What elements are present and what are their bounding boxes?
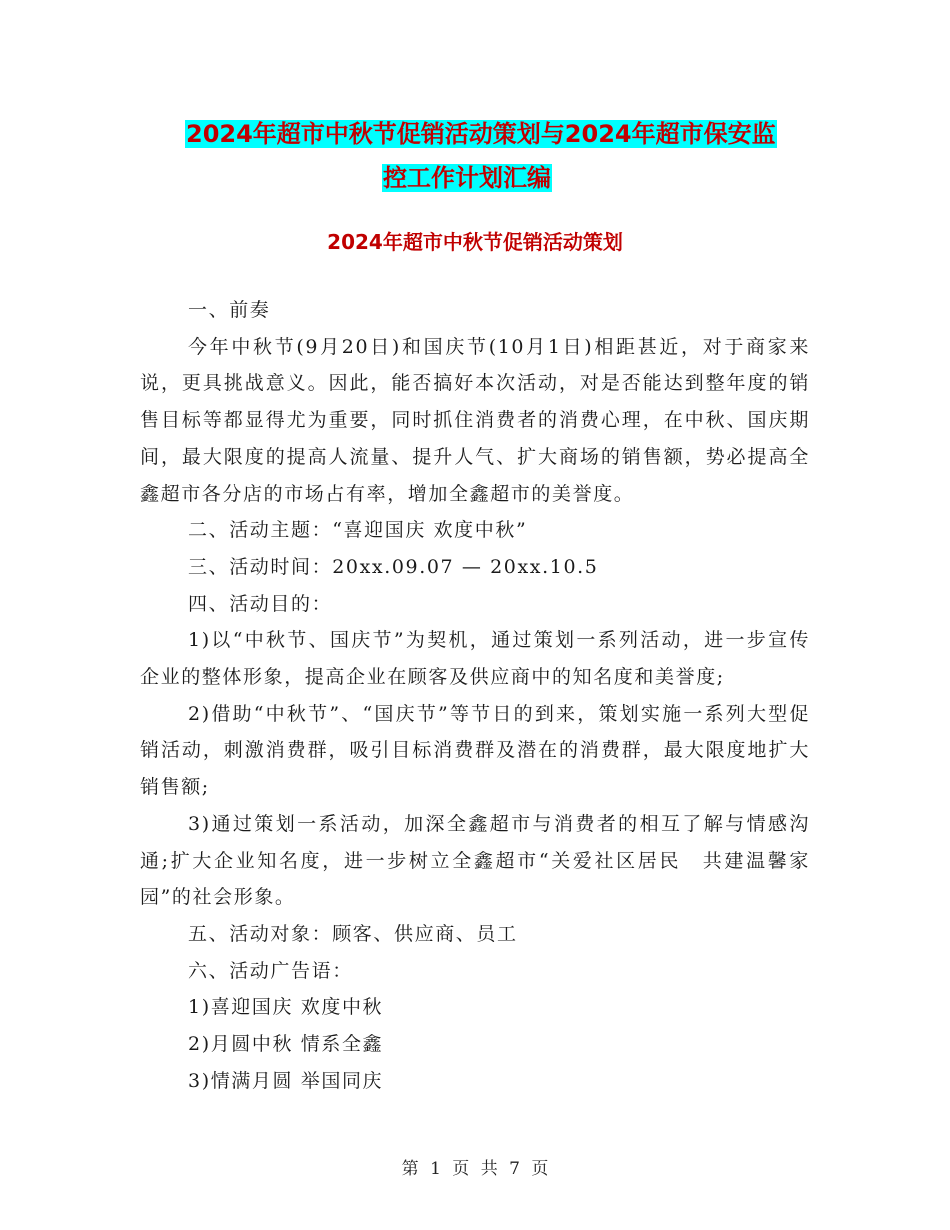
paragraph: 2)月圆中秋 情系全鑫	[188, 1033, 384, 1056]
paragraph: 1)喜迎国庆 欢度中秋	[188, 996, 384, 1019]
paragraph: 今年中秋节(9月20日)和国庆节(10月1日)相距甚近，对于商家来说，更具挑战意义。因此，能否搞好本次活动，对是否能达到整年度的销售目标等都显得尤为重要，同时抓住消费者的消费心理，在中秋、国庆期间，最大限度的提高人流量、提升人气、扩大商场的销售额，势必提高全鑫超市各分店的市场占有率，增加全鑫超市的美誉度。	[140, 335, 810, 505]
paragraph: 一、前奏	[188, 299, 271, 321]
document-title-line-2	[382, 158, 552, 193]
document-title-line-1	[185, 114, 777, 149]
paragraph: 四、活动目的：	[188, 592, 333, 615]
paragraph: 六、活动广告语：	[188, 959, 353, 982]
paragraph: 3)通过策划一系活动，加深全鑫超市与消费者的相互了解与情感沟通;扩大企业知名度，进一步树立全鑫超市“关爱社区居民 共建温馨家园”的社会形象。	[140, 812, 810, 909]
paragraph: 2)借助“中秋节”、“国庆节”等节日的到来，策划实施一系列大型促销活动，刺激消费群，吸引目标消费群及潜在的消费群，最大限度地扩大销售额;	[140, 702, 810, 799]
paragraph: 3)情满月圆 举国同庆	[188, 1069, 384, 1092]
section-title: 2024年超市中秋节促销活动策划	[327, 230, 623, 254]
title-line-1-text: 2024年超市中秋节促销活动策划与2024年超市保安监	[186, 120, 776, 148]
paragraph: 三、活动时间：20xx.09.07 — 20xx.10.5	[188, 555, 599, 578]
document-body	[140, 292, 810, 1099]
paragraph: 五、活动对象：顾客、供应商、员工	[188, 922, 518, 945]
title-line-2-text: 控工作计划汇编	[383, 164, 551, 192]
page-number-footer: 第 1 页 共 7 页	[401, 1159, 549, 1179]
paragraph: 1)以“中秋节、国庆节”为契机，通过策划一系列活动，进一步宣传企业的整体形象，提高企业在顾客及供应商中的知名度和美誉度;	[140, 629, 810, 689]
paragraph: 二、活动主题：“喜迎国庆 欢度中秋”	[188, 519, 528, 542]
